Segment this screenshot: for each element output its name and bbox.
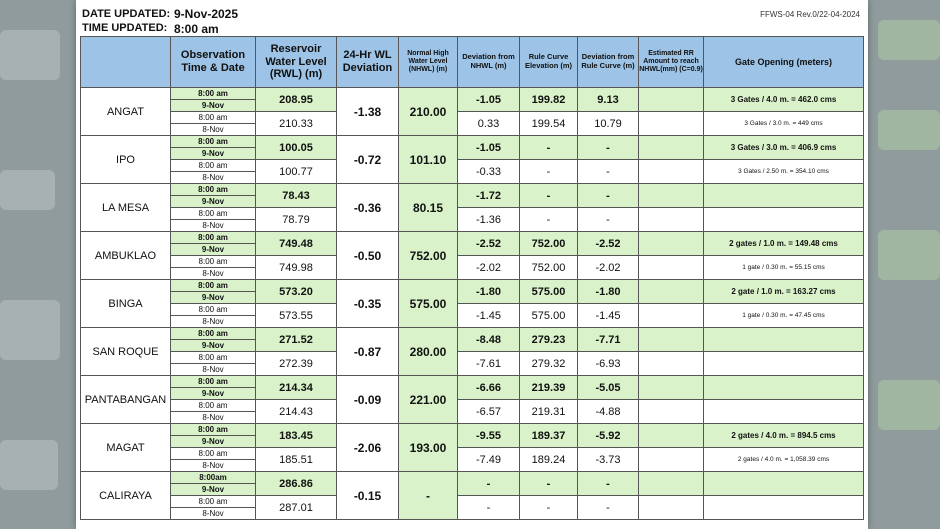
obs-time-previous: 8:00 am xyxy=(171,496,256,508)
obs-date-current: 9-Nov xyxy=(171,388,256,400)
dam-status-document xyxy=(76,0,868,529)
dam-name: PANTABANGAN xyxy=(81,376,171,424)
background-blur-block xyxy=(0,300,60,360)
rwl-previous: 287.01 xyxy=(256,496,337,520)
wl-24hr-deviation: -0.15 xyxy=(337,472,399,520)
dam-row-pantabangan-prev xyxy=(81,400,864,412)
obs-time-current: 8:00 am xyxy=(171,136,256,148)
nhwl-value: 101.10 xyxy=(399,136,458,184)
deviation-nhwl-current: -1.72 xyxy=(458,184,520,208)
rwl-current: 214.34 xyxy=(256,376,337,400)
obs-time-current: 8:00 am xyxy=(171,424,256,436)
rwl-current: 208.95 xyxy=(256,88,337,112)
dam-name: SAN ROQUE xyxy=(81,328,171,376)
wl-deviation-header: 24-Hr WL Deviation xyxy=(337,37,399,88)
rwl-previous: 749.98 xyxy=(256,256,337,280)
deviation-nhwl-current: -9.55 xyxy=(458,424,520,448)
nhwl-value: 752.00 xyxy=(399,232,458,280)
rule-curve-previous: 189.24 xyxy=(520,448,578,472)
deviation-nhwl-previous: -2.02 xyxy=(458,256,520,280)
rule-curve-previous: 752.00 xyxy=(520,256,578,280)
date-updated-label: DATE UPDATED: xyxy=(82,8,171,20)
dam-row-caliraya-prev xyxy=(81,496,864,508)
background-blur-block xyxy=(878,20,940,60)
wl-24hr-deviation: -0.36 xyxy=(337,184,399,232)
deviation-rule-current: -7.71 xyxy=(578,328,639,352)
obs-date-current: 9-Nov xyxy=(171,292,256,304)
background-blur-block xyxy=(878,110,940,150)
rule-curve-current: - xyxy=(520,184,578,208)
obs-date-current: 9-Nov xyxy=(171,100,256,112)
deviation-nhwl-current: -6.66 xyxy=(458,376,520,400)
rule-curve-previous: - xyxy=(520,160,578,184)
estimated-rr-previous xyxy=(639,496,704,520)
obs-date-previous: 8-Nov xyxy=(171,508,256,520)
rwl-current: 286.86 xyxy=(256,472,337,496)
nhwl-value: 221.00 xyxy=(399,376,458,424)
gate-opening-previous xyxy=(704,400,864,424)
dam-row-pantabangan xyxy=(81,376,864,388)
estimated-rr-current xyxy=(639,280,704,304)
rwl-current: 183.45 xyxy=(256,424,337,448)
table-header-row xyxy=(81,37,864,88)
deviation-nhwl-current: -8.48 xyxy=(458,328,520,352)
gate-opening-current: 3 Gates / 3.0 m. = 406.9 cms xyxy=(704,136,864,160)
gate-opening-current xyxy=(704,472,864,496)
dam-row-angat xyxy=(81,88,864,100)
obs-time-previous: 8:00 am xyxy=(171,208,256,220)
obs-date-current: 9-Nov xyxy=(171,340,256,352)
dam-row-ipo-prev xyxy=(81,160,864,172)
date-updated-value: 9-Nov-2025 xyxy=(174,7,239,21)
obs-time-previous: 8:00 am xyxy=(171,352,256,364)
dam-name: MAGAT xyxy=(81,424,171,472)
form-revision-code: FFWS-04 Rev.0/22-04-2024 xyxy=(760,10,860,19)
obs-time-current: 8:00 am xyxy=(171,328,256,340)
obs-time-current: 8:00 am xyxy=(171,376,256,388)
dam-name-header xyxy=(81,37,171,88)
rule-curve-previous: 199.54 xyxy=(520,112,578,136)
deviation-nhwl-previous: - xyxy=(458,496,520,520)
deviation-rule-current: -5.05 xyxy=(578,376,639,400)
deviation-nhwl-current: -1.80 xyxy=(458,280,520,304)
obs-time-current: 8:00 am xyxy=(171,280,256,292)
rule-curve-previous: 575.00 xyxy=(520,304,578,328)
deviation-rule-curve-header: Deviation from Rule Curve (m) xyxy=(578,37,639,88)
nhwl-value: 575.00 xyxy=(399,280,458,328)
obs-time-previous: 8:00 am xyxy=(171,112,256,124)
obs-date-current: 9-Nov xyxy=(171,244,256,256)
gate-opening-current xyxy=(704,184,864,208)
background-blur-block xyxy=(878,230,940,280)
estimated-rr-previous xyxy=(639,256,704,280)
estimated-rr-previous xyxy=(639,112,704,136)
observation-header: Observation Time & Date xyxy=(171,37,256,88)
estimated-rr-current xyxy=(639,472,704,496)
dam-row-san-roque-prev xyxy=(81,352,864,364)
gate-opening-previous xyxy=(704,208,864,232)
gate-opening-previous: 1 gate / 0.30 m. = 55.15 cms xyxy=(704,256,864,280)
obs-date-previous: 8-Nov xyxy=(171,124,256,136)
rwl-current: 271.52 xyxy=(256,328,337,352)
dam-name: BINGA xyxy=(81,280,171,328)
gate-opening-previous: 3 Gates / 3.0 m. = 449 cms xyxy=(704,112,864,136)
rule-curve-current: - xyxy=(520,136,578,160)
deviation-rule-previous: -3.73 xyxy=(578,448,639,472)
rule-curve-previous: - xyxy=(520,496,578,520)
gate-opening-current xyxy=(704,328,864,352)
wl-24hr-deviation: -0.87 xyxy=(337,328,399,376)
rule-curve-previous: 219.31 xyxy=(520,400,578,424)
deviation-rule-previous: - xyxy=(578,160,639,184)
dam-row-magat xyxy=(81,424,864,436)
rwl-previous: 100.77 xyxy=(256,160,337,184)
estimated-rr-previous xyxy=(639,208,704,232)
estimated-rr-previous xyxy=(639,160,704,184)
gate-opening-previous xyxy=(704,352,864,376)
deviation-rule-current: -2.52 xyxy=(578,232,639,256)
rwl-previous: 214.43 xyxy=(256,400,337,424)
rwl-previous: 573.55 xyxy=(256,304,337,328)
estimated-rr-previous xyxy=(639,352,704,376)
deviation-rule-previous: - xyxy=(578,496,639,520)
deviation-rule-current: -1.80 xyxy=(578,280,639,304)
nhwl-value: - xyxy=(399,472,458,520)
nhwl-value: 80.15 xyxy=(399,184,458,232)
rwl-current: 100.05 xyxy=(256,136,337,160)
rule-curve-current: 575.00 xyxy=(520,280,578,304)
obs-date-previous: 8-Nov xyxy=(171,364,256,376)
dam-name: ANGAT xyxy=(81,88,171,136)
obs-time-previous: 8:00 am xyxy=(171,400,256,412)
estimated-rr-current xyxy=(639,136,704,160)
deviation-rule-current: - xyxy=(578,472,639,496)
gate-opening-previous: 1 gate / 0.30 m. = 47.45 cms xyxy=(704,304,864,328)
background-blur-block xyxy=(0,440,58,490)
wl-24hr-deviation: -0.09 xyxy=(337,376,399,424)
dam-row-la-mesa xyxy=(81,184,864,196)
deviation-rule-current: -5.92 xyxy=(578,424,639,448)
time-updated-value: 8:00 am xyxy=(174,22,219,36)
deviation-nhwl-previous: -6.57 xyxy=(458,400,520,424)
dam-row-la-mesa-prev xyxy=(81,208,864,220)
deviation-nhwl-previous: -7.61 xyxy=(458,352,520,376)
dam-name: CALIRAYA xyxy=(81,472,171,520)
background-blur-block xyxy=(0,170,55,210)
deviation-rule-current: 9.13 xyxy=(578,88,639,112)
obs-time-previous: 8:00 am xyxy=(171,160,256,172)
estimated-rr-previous xyxy=(639,304,704,328)
deviation-nhwl-previous: -7.49 xyxy=(458,448,520,472)
wl-24hr-deviation: -1.38 xyxy=(337,88,399,136)
deviation-nhwl-current: -1.05 xyxy=(458,88,520,112)
nhwl-value: 280.00 xyxy=(399,328,458,376)
deviation-rule-current: - xyxy=(578,136,639,160)
dam-name: IPO xyxy=(81,136,171,184)
gate-opening-current xyxy=(704,376,864,400)
gate-opening-current: 2 gates / 1.0 m. = 149.48 cms xyxy=(704,232,864,256)
rule-curve-current: 752.00 xyxy=(520,232,578,256)
dam-row-binga xyxy=(81,280,864,292)
rwl-header: Reservoir Water Level (RWL) (m) xyxy=(256,37,337,88)
obs-date-current: 9-Nov xyxy=(171,436,256,448)
obs-date-current: 9-Nov xyxy=(171,148,256,160)
rwl-current: 573.20 xyxy=(256,280,337,304)
rwl-current: 78.43 xyxy=(256,184,337,208)
obs-time-current: 8:00am xyxy=(171,472,256,484)
obs-date-current: 9-Nov xyxy=(171,484,256,496)
obs-date-previous: 8-Nov xyxy=(171,316,256,328)
obs-time-current: 8:00 am xyxy=(171,184,256,196)
rwl-current: 749.48 xyxy=(256,232,337,256)
rule-curve-current: 199.82 xyxy=(520,88,578,112)
rule-curve-current: 219.39 xyxy=(520,376,578,400)
estimated-rr-current xyxy=(639,376,704,400)
deviation-rule-previous: -4.88 xyxy=(578,400,639,424)
rule-curve-previous: 279.32 xyxy=(520,352,578,376)
nhwl-value: 210.00 xyxy=(399,88,458,136)
estimated-rr-previous xyxy=(639,400,704,424)
rwl-previous: 78.79 xyxy=(256,208,337,232)
time-updated-label: TIME UPDATED: xyxy=(82,22,168,34)
background-blur-block xyxy=(0,30,60,80)
obs-time-previous: 8:00 am xyxy=(171,304,256,316)
gate-opening-header: Gate Opening (meters) xyxy=(704,37,864,88)
wl-24hr-deviation: -0.72 xyxy=(337,136,399,184)
gate-opening-current: 3 Gates / 4.0 m. = 462.0 cms xyxy=(704,88,864,112)
deviation-rule-previous: 10.79 xyxy=(578,112,639,136)
deviation-rule-previous: -1.45 xyxy=(578,304,639,328)
estimated-rr-header: Estimated RR Amount to reach NHWL(mm) (C=0.9) xyxy=(639,37,704,88)
dam-row-magat-prev xyxy=(81,448,864,460)
obs-time-current: 8:00 am xyxy=(171,88,256,100)
background-blur-block xyxy=(878,380,940,430)
rule-curve-previous: - xyxy=(520,208,578,232)
rule-curve-current: - xyxy=(520,472,578,496)
gate-opening-current: 2 gates / 4.0 m. = 894.5 cms xyxy=(704,424,864,448)
estimated-rr-current xyxy=(639,424,704,448)
rwl-previous: 185.51 xyxy=(256,448,337,472)
obs-date-previous: 8-Nov xyxy=(171,172,256,184)
rule-curve-header: Rule Curve Elevation (m) xyxy=(520,37,578,88)
obs-time-current: 8:00 am xyxy=(171,232,256,244)
dam-name: LA MESA xyxy=(81,184,171,232)
deviation-nhwl-previous: 0.33 xyxy=(458,112,520,136)
deviation-nhwl-current: -1.05 xyxy=(458,136,520,160)
deviation-nhwl-header: Deviation from NHWL (m) xyxy=(458,37,520,88)
obs-date-previous: 8-Nov xyxy=(171,220,256,232)
obs-date-previous: 8-Nov xyxy=(171,412,256,424)
wl-24hr-deviation: -0.35 xyxy=(337,280,399,328)
estimated-rr-current xyxy=(639,184,704,208)
deviation-nhwl-previous: -1.45 xyxy=(458,304,520,328)
nhwl-value: 193.00 xyxy=(399,424,458,472)
reservoir-status-table xyxy=(80,36,864,520)
obs-date-previous: 8-Nov xyxy=(171,460,256,472)
nhwl-header: Normal High Water Level (NHWL) (m) xyxy=(399,37,458,88)
gate-opening-previous xyxy=(704,496,864,520)
wl-24hr-deviation: -0.50 xyxy=(337,232,399,280)
dam-name: AMBUKLAO xyxy=(81,232,171,280)
dam-row-binga-prev xyxy=(81,304,864,316)
dam-row-san-roque xyxy=(81,328,864,340)
estimated-rr-current xyxy=(639,328,704,352)
deviation-rule-previous: -6.93 xyxy=(578,352,639,376)
estimated-rr-current xyxy=(639,88,704,112)
dam-row-ambuklao xyxy=(81,232,864,244)
wl-24hr-deviation: -2.06 xyxy=(337,424,399,472)
obs-time-previous: 8:00 am xyxy=(171,256,256,268)
gate-opening-current: 2 gate / 1.0 m. = 163.27 cms xyxy=(704,280,864,304)
deviation-nhwl-previous: -1.36 xyxy=(458,208,520,232)
deviation-rule-previous: - xyxy=(578,208,639,232)
deviation-nhwl-previous: -0.33 xyxy=(458,160,520,184)
obs-date-current: 9-Nov xyxy=(171,196,256,208)
dam-row-ipo xyxy=(81,136,864,148)
obs-time-previous: 8:00 am xyxy=(171,448,256,460)
deviation-nhwl-current: - xyxy=(458,472,520,496)
rwl-previous: 210.33 xyxy=(256,112,337,136)
gate-opening-previous: 2 gates / 4.0 m. = 1,058.39 cms xyxy=(704,448,864,472)
estimated-rr-previous xyxy=(639,448,704,472)
rule-curve-current: 279.23 xyxy=(520,328,578,352)
estimated-rr-current xyxy=(639,232,704,256)
rule-curve-current: 189.37 xyxy=(520,424,578,448)
deviation-rule-previous: -2.02 xyxy=(578,256,639,280)
deviation-nhwl-current: -2.52 xyxy=(458,232,520,256)
rwl-previous: 272.39 xyxy=(256,352,337,376)
deviation-rule-current: - xyxy=(578,184,639,208)
dam-row-ambuklao-prev xyxy=(81,256,864,268)
dam-row-caliraya xyxy=(81,472,864,484)
dam-row-angat-prev xyxy=(81,112,864,124)
gate-opening-previous: 3 Gates / 2.50 m. = 354.10 cms xyxy=(704,160,864,184)
obs-date-previous: 8-Nov xyxy=(171,268,256,280)
